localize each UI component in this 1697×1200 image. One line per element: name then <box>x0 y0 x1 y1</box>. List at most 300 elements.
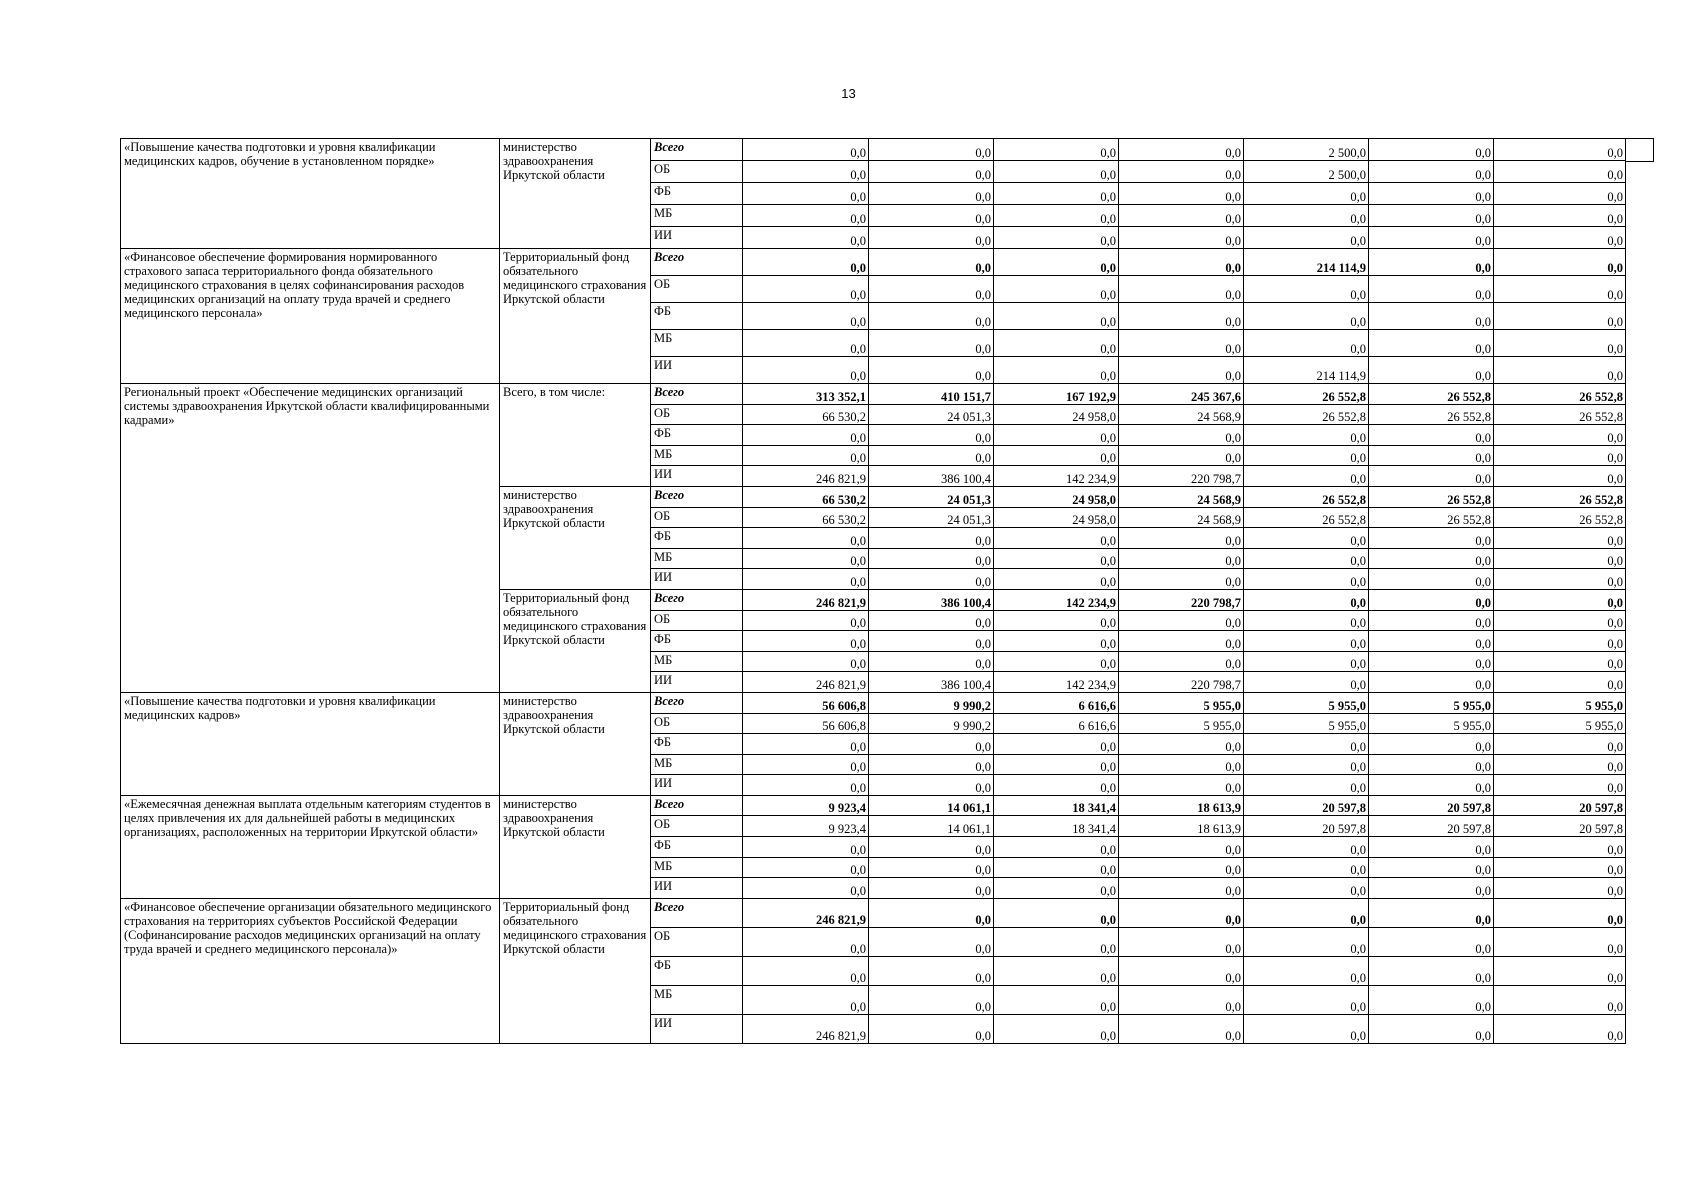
amount-cell: 26 552,8 <box>1244 404 1369 425</box>
funding-source: ОБ <box>651 404 743 425</box>
amount-cell: 26 552,8 <box>1494 486 1626 507</box>
funding-source: МБ <box>651 651 743 672</box>
amount-cell: 0,0 <box>994 631 1119 652</box>
funding-source: ОБ <box>651 507 743 528</box>
amount-cell: 0,0 <box>1244 569 1369 590</box>
amount-cell: 142 234,9 <box>994 466 1119 487</box>
table-row <box>121 692 1626 713</box>
amount-cell: 0,0 <box>1244 528 1369 549</box>
amount-cell: 0,0 <box>994 734 1119 755</box>
amount-cell: 26 552,8 <box>1244 507 1369 528</box>
funding-source: ИИ <box>651 878 743 899</box>
amount-cell: 18 341,4 <box>994 816 1119 837</box>
amount-cell: 0,0 <box>1244 1014 1369 1043</box>
amount-cell: 0,0 <box>869 569 994 590</box>
amount-cell: 0,0 <box>1119 837 1244 858</box>
funding-source: ФБ <box>651 734 743 755</box>
amount-cell: 0,0 <box>869 425 994 446</box>
amount-cell: 5 955,0 <box>1369 692 1494 713</box>
amount-cell: 0,0 <box>869 183 994 205</box>
amount-cell: 0,0 <box>1244 183 1369 205</box>
funding-source: ИИ <box>651 1014 743 1043</box>
amount-cell: 56 606,8 <box>743 692 869 713</box>
amount-cell: 0,0 <box>994 161 1119 183</box>
amount-cell: 0,0 <box>994 249 1119 276</box>
amount-cell: 26 552,8 <box>1369 404 1494 425</box>
funding-source: ФБ <box>651 303 743 330</box>
amount-cell: 6 616,6 <box>994 713 1119 734</box>
funding-source: ФБ <box>651 956 743 985</box>
executor-cell: Территориальный фонд обязательного медицинского страхования Иркутской области <box>500 589 651 692</box>
amount-cell: 0,0 <box>1369 610 1494 631</box>
amount-cell: 0,0 <box>994 927 1119 956</box>
amount-cell: 0,0 <box>1119 898 1244 927</box>
amount-cell: 26 552,8 <box>1369 486 1494 507</box>
amount-cell: 0,0 <box>1119 1014 1244 1043</box>
amount-cell: 26 552,8 <box>1369 507 1494 528</box>
amount-cell: 386 100,4 <box>869 589 994 610</box>
amount-cell: 0,0 <box>1369 898 1494 927</box>
amount-cell: 0,0 <box>1244 303 1369 330</box>
funding-source: ОБ <box>651 927 743 956</box>
amount-cell: 0,0 <box>1494 139 1626 161</box>
amount-cell: 20 597,8 <box>1494 795 1626 816</box>
amount-cell: 0,0 <box>1244 985 1369 1014</box>
amount-cell: 0,0 <box>1369 631 1494 652</box>
amount-cell: 0,0 <box>1369 330 1494 357</box>
funding-source: ИИ <box>651 357 743 384</box>
amount-cell: 0,0 <box>1369 754 1494 775</box>
amount-cell: 0,0 <box>1119 569 1244 590</box>
amount-cell: 0,0 <box>869 249 994 276</box>
funding-source: ОБ <box>651 713 743 734</box>
amount-cell: 0,0 <box>1369 985 1494 1014</box>
amount-cell: 0,0 <box>994 528 1119 549</box>
amount-cell: 0,0 <box>743 734 869 755</box>
amount-cell: 0,0 <box>1494 857 1626 878</box>
amount-cell: 0,0 <box>994 276 1119 303</box>
amount-cell: 0,0 <box>1244 631 1369 652</box>
amount-cell: 0,0 <box>1494 303 1626 330</box>
amount-cell: 0,0 <box>1369 249 1494 276</box>
amount-cell: 0,0 <box>1119 139 1244 161</box>
funding-source: Всего <box>651 249 743 276</box>
amount-cell: 0,0 <box>1494 330 1626 357</box>
amount-cell: 0,0 <box>869 548 994 569</box>
amount-cell: 24 051,3 <box>869 507 994 528</box>
amount-cell: 0,0 <box>1369 161 1494 183</box>
amount-cell: 0,0 <box>743 956 869 985</box>
amount-cell: 5 955,0 <box>1119 692 1244 713</box>
amount-cell: 9 990,2 <box>869 713 994 734</box>
amount-cell: 0,0 <box>994 227 1119 249</box>
amount-cell: 386 100,4 <box>869 672 994 693</box>
amount-cell: 0,0 <box>1494 589 1626 610</box>
table-row <box>121 384 1626 405</box>
amount-cell: 0,0 <box>743 183 869 205</box>
funding-source: МБ <box>651 445 743 466</box>
executor-cell: министерство здравоохранения Иркутской области <box>500 486 651 589</box>
amount-cell: 0,0 <box>1494 898 1626 927</box>
funding-source: ИИ <box>651 672 743 693</box>
amount-cell: 0,0 <box>1494 425 1626 446</box>
amount-cell: 0,0 <box>1494 249 1626 276</box>
amount-cell: 0,0 <box>1369 651 1494 672</box>
amount-cell: 0,0 <box>1369 857 1494 878</box>
amount-cell: 0,0 <box>1119 775 1244 796</box>
amount-cell: 0,0 <box>1369 425 1494 446</box>
amount-cell: 0,0 <box>743 610 869 631</box>
amount-cell: 0,0 <box>1494 357 1626 384</box>
event-description: Региональный проект «Обеспечение медицинских организаций системы здравоохранения Иркутской области квалифицированными кадрами» <box>121 384 500 693</box>
page-number: 13 <box>841 86 856 101</box>
funding-source: Всего <box>651 384 743 405</box>
amount-cell: 0,0 <box>1494 672 1626 693</box>
amount-cell: 0,0 <box>1244 857 1369 878</box>
amount-cell: 0,0 <box>743 425 869 446</box>
amount-cell: 0,0 <box>1119 161 1244 183</box>
amount-cell: 0,0 <box>869 631 994 652</box>
amount-cell: 0,0 <box>869 303 994 330</box>
amount-cell: 0,0 <box>1494 734 1626 755</box>
executor-cell: Всего, в том числе: <box>500 384 651 487</box>
amount-cell: 0,0 <box>1369 956 1494 985</box>
executor-cell: Территориальный фонд обязательного медицинского страхования Иркутской области <box>500 898 651 1043</box>
amount-cell: 167 192,9 <box>994 384 1119 405</box>
executor-cell: министерство здравоохранения Иркутской области <box>500 692 651 795</box>
amount-cell: 0,0 <box>1369 227 1494 249</box>
amount-cell: 0,0 <box>1494 610 1626 631</box>
amount-cell: 0,0 <box>1119 754 1244 775</box>
funding-source: ФБ <box>651 425 743 446</box>
amount-cell: 0,0 <box>1244 734 1369 755</box>
amount-cell: 0,0 <box>869 775 994 796</box>
amount-cell: 18 613,9 <box>1119 795 1244 816</box>
amount-cell: 0,0 <box>1369 466 1494 487</box>
amount-cell: 0,0 <box>1494 548 1626 569</box>
amount-cell: 0,0 <box>1494 227 1626 249</box>
amount-cell: 0,0 <box>1244 754 1369 775</box>
amount-cell: 24 568,9 <box>1119 404 1244 425</box>
amount-cell: 246 821,9 <box>743 589 869 610</box>
amount-cell: 26 552,8 <box>1494 384 1626 405</box>
funding-source: ИИ <box>651 569 743 590</box>
amount-cell: 0,0 <box>994 425 1119 446</box>
amount-cell: 5 955,0 <box>1494 692 1626 713</box>
amount-cell: 0,0 <box>743 276 869 303</box>
amount-cell: 0,0 <box>869 857 994 878</box>
amount-cell: 0,0 <box>1369 357 1494 384</box>
amount-cell: 0,0 <box>1369 734 1494 755</box>
amount-cell: 56 606,8 <box>743 713 869 734</box>
amount-cell: 0,0 <box>1494 1014 1626 1043</box>
funding-source: ФБ <box>651 631 743 652</box>
amount-cell: 0,0 <box>1369 528 1494 549</box>
amount-cell: 0,0 <box>1119 425 1244 446</box>
amount-cell: 0,0 <box>1119 303 1244 330</box>
amount-cell: 0,0 <box>994 775 1119 796</box>
amount-cell: 0,0 <box>1494 466 1626 487</box>
budget-table <box>120 138 1626 1044</box>
amount-cell: 26 552,8 <box>1494 507 1626 528</box>
amount-cell: 0,0 <box>1119 734 1244 755</box>
funding-source: Всего <box>651 486 743 507</box>
amount-cell: 0,0 <box>869 445 994 466</box>
amount-cell: 0,0 <box>869 610 994 631</box>
amount-cell: 0,0 <box>1119 276 1244 303</box>
funding-source: ФБ <box>651 837 743 858</box>
amount-cell: 0,0 <box>869 330 994 357</box>
amount-cell: 214 114,9 <box>1244 249 1369 276</box>
margin-box <box>1625 138 1654 162</box>
amount-cell: 0,0 <box>1119 548 1244 569</box>
amount-cell: 0,0 <box>1119 927 1244 956</box>
amount-cell: 0,0 <box>1369 548 1494 569</box>
funding-source: Всего <box>651 589 743 610</box>
funding-source: МБ <box>651 330 743 357</box>
amount-cell: 24 958,0 <box>994 486 1119 507</box>
amount-cell: 142 234,9 <box>994 589 1119 610</box>
amount-cell: 0,0 <box>869 276 994 303</box>
amount-cell: 0,0 <box>1369 303 1494 330</box>
amount-cell: 0,0 <box>869 898 994 927</box>
amount-cell: 66 530,2 <box>743 507 869 528</box>
amount-cell: 0,0 <box>1244 651 1369 672</box>
amount-cell: 246 821,9 <box>743 1014 869 1043</box>
amount-cell: 0,0 <box>1244 548 1369 569</box>
amount-cell: 0,0 <box>1119 249 1244 276</box>
amount-cell: 0,0 <box>1494 754 1626 775</box>
amount-cell: 0,0 <box>1494 927 1626 956</box>
amount-cell: 0,0 <box>743 445 869 466</box>
amount-cell: 0,0 <box>1494 205 1626 227</box>
amount-cell: 0,0 <box>1494 651 1626 672</box>
amount-cell: 26 552,8 <box>1244 486 1369 507</box>
amount-cell: 20 597,8 <box>1244 795 1369 816</box>
amount-cell: 0,0 <box>1244 466 1369 487</box>
amount-cell: 0,0 <box>743 139 869 161</box>
amount-cell: 66 530,2 <box>743 404 869 425</box>
amount-cell: 0,0 <box>743 857 869 878</box>
event-description: «Повышение качества подготовки и уровня квалификации медицинских кадров» <box>121 692 500 795</box>
amount-cell: 0,0 <box>994 357 1119 384</box>
amount-cell: 0,0 <box>869 227 994 249</box>
amount-cell: 0,0 <box>869 985 994 1014</box>
amount-cell: 0,0 <box>1119 205 1244 227</box>
amount-cell: 5 955,0 <box>1119 713 1244 734</box>
amount-cell: 0,0 <box>994 1014 1119 1043</box>
amount-cell: 0,0 <box>743 754 869 775</box>
amount-cell: 0,0 <box>1244 425 1369 446</box>
amount-cell: 0,0 <box>1494 837 1626 858</box>
amount-cell: 0,0 <box>1119 610 1244 631</box>
amount-cell: 0,0 <box>1244 445 1369 466</box>
funding-source: МБ <box>651 754 743 775</box>
amount-cell: 0,0 <box>1369 1014 1494 1043</box>
amount-cell: 24 568,9 <box>1119 486 1244 507</box>
table-row <box>121 139 1626 161</box>
funding-source: МБ <box>651 548 743 569</box>
amount-cell: 0,0 <box>869 205 994 227</box>
amount-cell: 0,0 <box>994 857 1119 878</box>
amount-cell: 0,0 <box>1119 183 1244 205</box>
amount-cell: 245 367,6 <box>1119 384 1244 405</box>
amount-cell: 0,0 <box>743 651 869 672</box>
amount-cell: 0,0 <box>1119 985 1244 1014</box>
amount-cell: 18 613,9 <box>1119 816 1244 837</box>
amount-cell: 0,0 <box>1494 445 1626 466</box>
amount-cell: 0,0 <box>1244 610 1369 631</box>
amount-cell: 0,0 <box>994 205 1119 227</box>
amount-cell: 0,0 <box>743 878 869 899</box>
amount-cell: 0,0 <box>1369 589 1494 610</box>
amount-cell: 0,0 <box>994 548 1119 569</box>
amount-cell: 20 597,8 <box>1369 795 1494 816</box>
event-description: «Финансовое обеспечение формирования нормированного страхового запаса территориального фонда обязательного медицинского страхования в целях софинансирования расходов медицинских организаций на оплату труда врачей и среднего медицинского персонала» <box>121 249 500 384</box>
amount-cell: 9 923,4 <box>743 816 869 837</box>
funding-source: Всего <box>651 898 743 927</box>
amount-cell: 0,0 <box>1119 227 1244 249</box>
amount-cell: 0,0 <box>1494 985 1626 1014</box>
amount-cell: 2 500,0 <box>1244 139 1369 161</box>
amount-cell: 0,0 <box>994 569 1119 590</box>
amount-cell: 0,0 <box>994 610 1119 631</box>
funding-source: Всего <box>651 692 743 713</box>
amount-cell: 5 955,0 <box>1244 713 1369 734</box>
amount-cell: 246 821,9 <box>743 466 869 487</box>
amount-cell: 0,0 <box>1244 589 1369 610</box>
amount-cell: 0,0 <box>994 878 1119 899</box>
funding-source: ОБ <box>651 816 743 837</box>
amount-cell: 0,0 <box>1244 775 1369 796</box>
amount-cell: 0,0 <box>1244 276 1369 303</box>
amount-cell: 0,0 <box>743 837 869 858</box>
amount-cell: 5 955,0 <box>1244 692 1369 713</box>
funding-source: ОБ <box>651 161 743 183</box>
amount-cell: 0,0 <box>1119 528 1244 549</box>
amount-cell: 9 923,4 <box>743 795 869 816</box>
table-row <box>121 898 1626 927</box>
amount-cell: 26 552,8 <box>1494 404 1626 425</box>
amount-cell: 0,0 <box>1244 205 1369 227</box>
amount-cell: 66 530,2 <box>743 486 869 507</box>
table-body <box>121 139 1626 1044</box>
amount-cell: 24 051,3 <box>869 404 994 425</box>
funding-source: МБ <box>651 985 743 1014</box>
amount-cell: 410 151,7 <box>869 384 994 405</box>
executor-cell: министерство здравоохранения Иркутской области <box>500 139 651 249</box>
funding-source: ИИ <box>651 466 743 487</box>
amount-cell: 0,0 <box>1494 775 1626 796</box>
amount-cell: 0,0 <box>1244 672 1369 693</box>
amount-cell: 14 061,1 <box>869 816 994 837</box>
amount-cell: 0,0 <box>1494 631 1626 652</box>
amount-cell: 24 958,0 <box>994 507 1119 528</box>
amount-cell: 0,0 <box>1244 330 1369 357</box>
amount-cell: 0,0 <box>1494 878 1626 899</box>
funding-source: ОБ <box>651 276 743 303</box>
amount-cell: 0,0 <box>994 183 1119 205</box>
amount-cell: 0,0 <box>743 161 869 183</box>
amount-cell: 0,0 <box>994 651 1119 672</box>
amount-cell: 0,0 <box>994 956 1119 985</box>
amount-cell: 0,0 <box>743 227 869 249</box>
funding-source: МБ <box>651 857 743 878</box>
amount-cell: 0,0 <box>1369 569 1494 590</box>
amount-cell: 24 051,3 <box>869 486 994 507</box>
amount-cell: 0,0 <box>1369 276 1494 303</box>
funding-source: МБ <box>651 205 743 227</box>
amount-cell: 26 552,8 <box>1369 384 1494 405</box>
amount-cell: 5 955,0 <box>1494 713 1626 734</box>
amount-cell: 0,0 <box>1244 956 1369 985</box>
amount-cell: 386 100,4 <box>869 466 994 487</box>
executor-cell: Территориальный фонд обязательного медицинского страхования Иркутской области <box>500 249 651 384</box>
amount-cell: 0,0 <box>869 139 994 161</box>
amount-cell: 142 234,9 <box>994 672 1119 693</box>
event-description: «Повышение качества подготовки и уровня квалификации медицинских кадров, обучение в установленном порядке» <box>121 139 500 249</box>
event-description: «Ежемесячная денежная выплата отдельным категориям студентов в целях привлечения их для дальнейшей работы в медицинских организациях, расположенных на территории Иркутской области» <box>121 795 500 898</box>
amount-cell: 0,0 <box>743 303 869 330</box>
amount-cell: 0,0 <box>1119 857 1244 878</box>
amount-cell: 0,0 <box>994 445 1119 466</box>
amount-cell: 0,0 <box>743 569 869 590</box>
funding-source: ИИ <box>651 775 743 796</box>
amount-cell: 0,0 <box>1119 445 1244 466</box>
table-row <box>121 795 1626 816</box>
amount-cell: 9 990,2 <box>869 692 994 713</box>
amount-cell: 0,0 <box>1244 227 1369 249</box>
amount-cell: 0,0 <box>1369 837 1494 858</box>
amount-cell: 220 798,7 <box>1119 589 1244 610</box>
amount-cell: 0,0 <box>743 205 869 227</box>
amount-cell: 0,0 <box>869 161 994 183</box>
amount-cell: 0,0 <box>1494 161 1626 183</box>
amount-cell: 0,0 <box>869 878 994 899</box>
amount-cell: 0,0 <box>743 249 869 276</box>
amount-cell: 14 061,1 <box>869 795 994 816</box>
amount-cell: 0,0 <box>869 927 994 956</box>
amount-cell: 220 798,7 <box>1119 466 1244 487</box>
amount-cell: 0,0 <box>1369 672 1494 693</box>
amount-cell: 0,0 <box>994 754 1119 775</box>
amount-cell: 246 821,9 <box>743 898 869 927</box>
amount-cell: 0,0 <box>743 927 869 956</box>
amount-cell: 0,0 <box>1244 927 1369 956</box>
amount-cell: 0,0 <box>1494 183 1626 205</box>
amount-cell: 0,0 <box>1244 878 1369 899</box>
amount-cell: 0,0 <box>743 985 869 1014</box>
amount-cell: 0,0 <box>1369 775 1494 796</box>
amount-cell: 0,0 <box>1494 956 1626 985</box>
amount-cell: 0,0 <box>994 898 1119 927</box>
amount-cell: 24 958,0 <box>994 404 1119 425</box>
table-row <box>121 249 1626 276</box>
amount-cell: 214 114,9 <box>1244 357 1369 384</box>
amount-cell: 0,0 <box>994 985 1119 1014</box>
funding-source: ФБ <box>651 528 743 549</box>
amount-cell: 20 597,8 <box>1369 816 1494 837</box>
funding-source: Всего <box>651 795 743 816</box>
amount-cell: 313 352,1 <box>743 384 869 405</box>
amount-cell: 0,0 <box>1369 878 1494 899</box>
amount-cell: 24 568,9 <box>1119 507 1244 528</box>
amount-cell: 0,0 <box>1369 445 1494 466</box>
amount-cell: 26 552,8 <box>1244 384 1369 405</box>
amount-cell: 0,0 <box>1244 898 1369 927</box>
amount-cell: 18 341,4 <box>994 795 1119 816</box>
amount-cell: 0,0 <box>1369 139 1494 161</box>
